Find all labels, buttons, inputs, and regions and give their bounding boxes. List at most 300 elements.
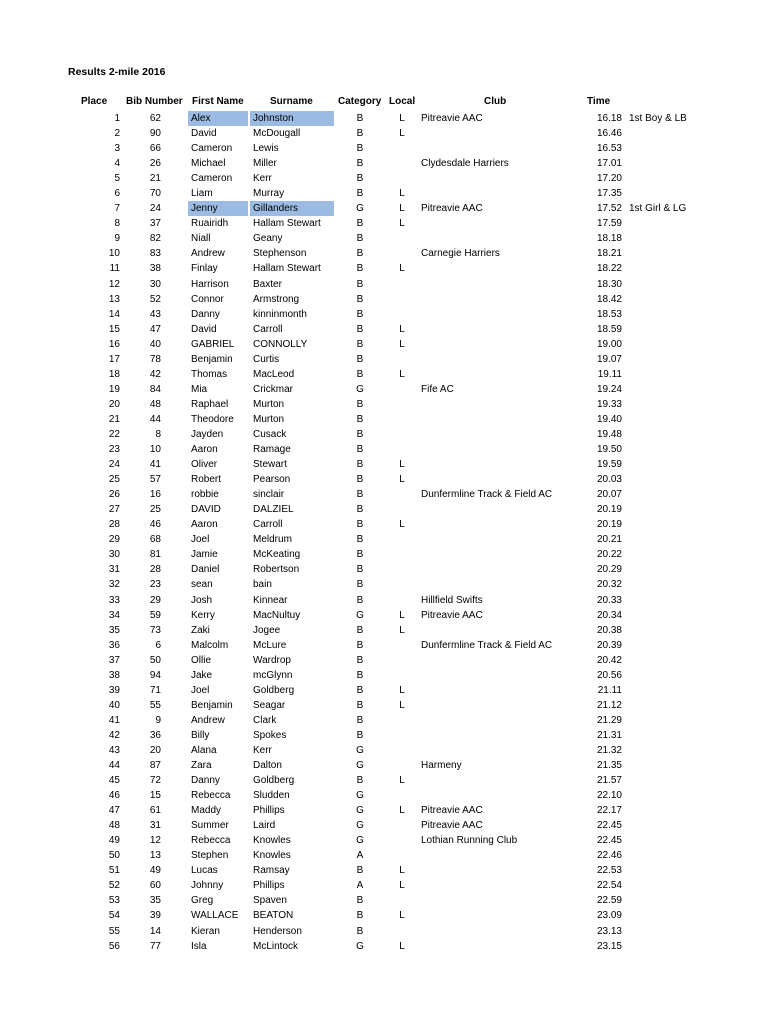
table-row — [0, 322, 768, 337]
place-cell: 41 — [108, 714, 120, 726]
table-row — [0, 773, 768, 788]
category-cell: G — [356, 383, 364, 395]
surname-cell: Robertson — [253, 564, 300, 576]
bib-number-cell: 70 — [149, 188, 161, 200]
surname-cell: Knowles — [253, 850, 291, 862]
header-category: Category — [338, 96, 382, 107]
category-cell: B — [356, 368, 364, 380]
category-cell: B — [356, 113, 364, 124]
surname-cell: Meldrum — [253, 534, 292, 546]
bib-number-cell: 61 — [149, 805, 161, 817]
table-row — [0, 668, 768, 683]
time-cell: 17.35 — [596, 188, 622, 200]
place-cell: 38 — [108, 669, 120, 681]
surname-cell: DALZIEL — [253, 504, 294, 516]
surname-cell: Curtis — [253, 353, 280, 365]
category-cell: A — [356, 850, 364, 862]
first-name-cell: Finlay — [191, 263, 218, 275]
bib-number-cell: 39 — [149, 910, 161, 922]
note-cell: 1st Boy & LB — [629, 113, 687, 124]
category-cell: B — [356, 233, 364, 245]
table-row — [0, 412, 768, 427]
bib-number-cell: 29 — [149, 594, 161, 606]
table-row — [0, 788, 768, 803]
place-cell: 14 — [108, 308, 120, 320]
table-row — [0, 277, 768, 292]
place-cell: 12 — [108, 278, 120, 290]
bib-number-cell: 46 — [149, 519, 161, 531]
place-cell: 24 — [108, 459, 120, 471]
category-cell: B — [356, 699, 364, 711]
first-name-cell: Maddy — [191, 805, 222, 817]
surname-cell: Seagar — [253, 699, 286, 711]
bib-number-cell: 36 — [149, 729, 161, 741]
category-cell: B — [356, 895, 364, 907]
local-cell: L — [399, 880, 405, 892]
bib-number-cell: 72 — [149, 775, 161, 787]
table-row — [0, 848, 768, 863]
bib-number-cell: 20 — [149, 744, 161, 756]
category-cell: B — [356, 278, 364, 290]
club-cell: Fife AC — [421, 383, 454, 395]
bib-number-cell: 77 — [149, 940, 161, 952]
table-row — [0, 186, 768, 201]
category-cell: B — [356, 534, 364, 546]
local-cell: L — [399, 474, 405, 486]
surname-cell: McDougall — [253, 128, 301, 140]
place-cell: 33 — [108, 594, 120, 606]
bib-number-cell: 60 — [149, 880, 161, 892]
bib-number-cell: 28 — [149, 564, 161, 576]
surname-cell: Carroll — [253, 519, 283, 531]
header-surname: Surname — [270, 96, 313, 107]
time-cell: 19.59 — [596, 459, 622, 471]
first-name-cell: Andrew — [191, 248, 225, 260]
surname-cell: Carroll — [253, 323, 283, 335]
local-cell: L — [399, 805, 405, 817]
time-cell: 22.45 — [596, 820, 622, 832]
surname-cell: McLintock — [253, 940, 299, 952]
bib-number-cell: 66 — [149, 143, 161, 155]
place-cell: 51 — [108, 865, 120, 877]
club-cell: Clydesdale Harriers — [421, 158, 509, 170]
category-cell: B — [356, 158, 364, 170]
surname-cell: Cusack — [253, 428, 287, 440]
time-cell: 21.11 — [597, 684, 622, 696]
place-cell: 26 — [108, 489, 120, 501]
place-cell: 20 — [108, 398, 120, 410]
surname-cell: Miller — [253, 158, 277, 170]
table-row — [0, 878, 768, 893]
category-cell: G — [356, 744, 364, 756]
table-row — [0, 352, 768, 367]
bib-number-cell: 94 — [149, 669, 161, 681]
category-cell: B — [356, 549, 364, 561]
table-row — [0, 307, 768, 322]
first-name-cell: Billy — [191, 729, 210, 741]
place-cell: 43 — [108, 744, 120, 756]
category-cell: B — [356, 308, 364, 320]
place-cell: 2 — [114, 128, 120, 140]
bib-number-cell: 47 — [149, 323, 161, 335]
table-row — [0, 231, 768, 246]
surname-cell: Sludden — [253, 790, 290, 802]
category-cell: B — [356, 594, 364, 606]
first-name-cell: Mia — [191, 383, 208, 395]
time-cell: 20.07 — [596, 489, 622, 501]
bib-number-cell: 16 — [149, 489, 161, 501]
table-row — [0, 653, 768, 668]
category-cell: B — [356, 579, 364, 591]
club-cell: Pitreavie AAC — [421, 609, 483, 621]
time-cell: 22.46 — [596, 850, 622, 862]
table-row — [0, 562, 768, 577]
first-name-cell: Harrison — [191, 278, 229, 290]
surname-cell: Geany — [253, 233, 283, 245]
local-cell: L — [399, 323, 405, 335]
local-cell: L — [399, 203, 405, 215]
category-cell: B — [356, 489, 364, 501]
first-name-cell: Johnny — [191, 880, 224, 892]
bib-number-cell: 42 — [149, 368, 161, 380]
club-cell: Dunfermline Track & Field AC — [421, 639, 553, 651]
bib-number-cell: 48 — [149, 398, 161, 410]
table-row — [0, 593, 768, 608]
category-cell: B — [356, 263, 364, 275]
table-row — [0, 547, 768, 562]
table-row — [0, 908, 768, 923]
surname-cell: BEATON — [253, 910, 294, 922]
place-cell: 48 — [108, 820, 120, 832]
time-cell: 19.33 — [596, 398, 622, 410]
first-name-cell: DAVID — [191, 504, 221, 516]
bib-number-cell: 55 — [149, 699, 161, 711]
header-place: Place — [81, 96, 108, 107]
table-row — [0, 608, 768, 623]
place-cell: 4 — [114, 158, 120, 170]
surname-cell: MacLeod — [253, 368, 295, 380]
table-row — [0, 818, 768, 833]
bib-number-cell: 82 — [149, 233, 161, 245]
surname-cell: bain — [253, 579, 272, 591]
header-club: Club — [484, 96, 507, 107]
table-row — [0, 728, 768, 743]
surname-cell: Laird — [253, 820, 276, 832]
time-cell: 20.32 — [596, 579, 622, 591]
time-cell: 20.33 — [596, 594, 622, 606]
table-row — [0, 683, 768, 698]
bib-number-cell: 44 — [149, 413, 161, 425]
surname-cell: Phillips — [253, 880, 285, 892]
category-cell: G — [356, 940, 364, 952]
time-cell: 20.19 — [596, 504, 622, 516]
category-cell: B — [356, 624, 364, 636]
table-row — [0, 893, 768, 908]
time-cell: 20.42 — [596, 654, 622, 666]
first-name-cell: Stephen — [191, 850, 229, 862]
surname-cell: Murton — [253, 398, 285, 410]
club-cell: Pitreavie AAC — [421, 820, 483, 832]
club-cell: Pitreavie AAC — [421, 805, 483, 817]
category-cell: B — [356, 323, 364, 335]
surname-cell: Stewart — [253, 459, 287, 471]
place-cell: 44 — [108, 760, 120, 772]
category-cell: B — [356, 248, 364, 260]
place-cell: 16 — [108, 338, 120, 350]
surname-cell: Hallam Stewart — [253, 263, 321, 275]
surname-cell: Knowles — [253, 835, 291, 847]
bib-number-cell: 15 — [149, 790, 161, 802]
time-cell: 22.17 — [596, 805, 622, 817]
first-name-cell: David — [191, 323, 217, 335]
surname-cell: Ramsay — [253, 865, 290, 877]
table-row — [0, 713, 768, 728]
first-name-cell: sean — [191, 579, 213, 591]
bib-number-cell: 43 — [149, 308, 161, 320]
category-cell: B — [356, 218, 364, 230]
first-name-cell: Kerry — [191, 609, 215, 621]
category-cell: B — [356, 444, 364, 456]
category-cell: G — [356, 820, 364, 832]
first-name-cell: Aaron — [191, 444, 218, 456]
surname-cell: Spokes — [253, 729, 287, 741]
header-time: Time — [587, 96, 611, 107]
category-cell: B — [356, 338, 364, 350]
surname-cell: Spaven — [253, 895, 287, 907]
table-row — [0, 517, 768, 532]
surname-cell: Wardrop — [253, 654, 291, 666]
bib-number-cell: 6 — [155, 639, 161, 651]
place-cell: 18 — [108, 368, 120, 380]
table-row — [0, 502, 768, 517]
first-name-cell: Jake — [191, 669, 213, 681]
bib-number-cell: 26 — [149, 158, 161, 170]
bib-number-cell: 13 — [149, 850, 161, 862]
surname-cell: McKeating — [253, 549, 301, 561]
note-cell: 1st Girl & LG — [629, 203, 687, 215]
table-row — [0, 758, 768, 773]
category-cell: B — [356, 293, 364, 305]
table-row — [0, 457, 768, 472]
place-cell: 27 — [108, 504, 120, 516]
time-cell: 18.42 — [596, 293, 622, 305]
time-cell: 20.03 — [596, 474, 622, 486]
place-cell: 36 — [108, 639, 120, 651]
time-cell: 21.32 — [596, 744, 622, 756]
surname-cell: Hallam Stewart — [253, 218, 321, 230]
category-cell: B — [356, 564, 364, 576]
time-cell: 20.29 — [596, 564, 622, 576]
bib-number-cell: 49 — [149, 865, 161, 877]
local-cell: L — [399, 910, 405, 922]
time-cell: 20.34 — [596, 609, 622, 621]
surname-cell: Lewis — [253, 143, 279, 155]
first-name-cell: Alex — [188, 111, 248, 126]
place-cell: 25 — [108, 474, 120, 486]
table-row — [0, 442, 768, 457]
place-cell: 21 — [108, 413, 120, 425]
bib-number-cell: 24 — [149, 203, 161, 215]
first-name-cell: Benjamin — [191, 699, 233, 711]
table-row — [0, 111, 768, 126]
time-cell: 16.46 — [596, 128, 622, 140]
time-cell: 16.18 — [596, 113, 622, 124]
first-name-cell: Zaki — [191, 624, 210, 636]
table-row — [0, 638, 768, 653]
first-name-cell: Greg — [191, 895, 214, 907]
first-name-cell: Cameron — [191, 143, 233, 155]
place-cell: 40 — [108, 699, 120, 711]
table-row — [0, 427, 768, 442]
table-row — [0, 397, 768, 412]
first-name-cell: Michael — [191, 158, 226, 170]
place-cell: 13 — [108, 293, 120, 305]
surname-cell: Dalton — [253, 760, 282, 772]
table-row — [0, 472, 768, 487]
local-cell: L — [399, 699, 405, 711]
club-cell: Dunfermline Track & Field AC — [421, 489, 553, 501]
time-cell: 17.52 — [596, 203, 622, 215]
category-cell: B — [356, 910, 364, 922]
bib-number-cell: 35 — [149, 895, 161, 907]
results-table — [0, 111, 768, 954]
first-name-cell: Zara — [191, 760, 212, 772]
place-cell: 8 — [114, 218, 120, 230]
table-row — [0, 532, 768, 547]
first-name-cell: robbie — [191, 489, 219, 501]
first-name-cell: Thomas — [191, 368, 228, 380]
first-name-cell: Liam — [191, 188, 213, 200]
first-name-cell: David — [191, 128, 217, 140]
local-cell: L — [399, 368, 405, 380]
category-cell: G — [356, 609, 364, 621]
category-cell: B — [356, 669, 364, 681]
first-name-cell: Rebecca — [191, 790, 231, 802]
bib-number-cell: 71 — [149, 684, 161, 696]
club-cell: Pitreavie AAC — [421, 113, 483, 124]
surname-cell: Kinnear — [253, 594, 288, 606]
surname-cell: MacNultuy — [253, 609, 301, 621]
local-cell: L — [399, 624, 405, 636]
surname-cell: Phillips — [253, 805, 285, 817]
first-name-cell: GABRIEL — [191, 338, 235, 350]
time-cell: 19.50 — [596, 444, 622, 456]
category-cell: G — [356, 835, 364, 847]
first-name-cell: Joel — [191, 534, 210, 546]
first-name-cell: Summer — [191, 820, 229, 832]
bib-number-cell: 31 — [149, 820, 161, 832]
table-row — [0, 803, 768, 818]
first-name-cell: Cameron — [191, 173, 233, 185]
category-cell: B — [356, 353, 364, 365]
table-row — [0, 141, 768, 156]
first-name-cell: Rebecca — [191, 835, 231, 847]
table-row — [0, 939, 768, 954]
time-cell: 20.56 — [596, 669, 622, 681]
place-cell: 42 — [108, 729, 120, 741]
first-name-cell: Josh — [191, 594, 213, 606]
place-cell: 10 — [108, 248, 120, 260]
time-cell: 21.12 — [596, 699, 622, 711]
local-cell: L — [399, 775, 405, 787]
club-cell: Carnegie Harriers — [421, 248, 500, 260]
bib-number-cell: 68 — [149, 534, 161, 546]
category-cell: B — [356, 143, 364, 155]
place-cell: 22 — [108, 428, 120, 440]
place-cell: 30 — [108, 549, 120, 561]
category-cell: G — [356, 790, 364, 802]
surname-cell: Pearson — [253, 474, 291, 486]
category-cell: B — [356, 504, 364, 516]
bib-number-cell: 83 — [149, 248, 161, 260]
category-cell: B — [356, 925, 364, 937]
local-cell: L — [399, 188, 405, 200]
bib-number-cell: 37 — [149, 218, 161, 230]
bib-number-cell: 38 — [149, 263, 161, 275]
table-row — [0, 863, 768, 878]
club-cell: Hillfield Swifts — [421, 594, 483, 606]
place-cell: 46 — [108, 790, 120, 802]
bib-number-cell: 21 — [149, 173, 161, 185]
category-cell: G — [356, 203, 364, 215]
time-cell: 18.30 — [596, 278, 622, 290]
category-cell: B — [356, 459, 364, 471]
surname-cell: mcGlynn — [253, 669, 293, 681]
place-cell: 34 — [108, 609, 120, 621]
surname-cell: Kerr — [253, 744, 272, 756]
bib-number-cell: 87 — [149, 760, 161, 772]
category-cell: A — [356, 880, 364, 892]
place-cell: 23 — [108, 444, 120, 456]
place-cell: 50 — [108, 850, 120, 862]
local-cell: L — [399, 865, 405, 877]
time-cell: 19.40 — [596, 413, 622, 425]
table-row — [0, 623, 768, 638]
surname-cell: Crickmar — [253, 383, 293, 395]
time-cell: 18.18 — [596, 233, 622, 245]
time-cell: 17.20 — [596, 173, 622, 185]
bib-number-cell: 14 — [149, 925, 161, 937]
time-cell: 17.01 — [596, 158, 622, 170]
first-name-cell: Connor — [191, 293, 224, 305]
time-cell: 21.29 — [596, 714, 622, 726]
place-cell: 3 — [114, 143, 120, 155]
surname-cell: Gillanders — [250, 201, 334, 216]
bib-number-cell: 30 — [149, 278, 161, 290]
time-cell: 21.35 — [596, 760, 622, 772]
first-name-cell: Robert — [191, 474, 222, 486]
surname-cell: Armstrong — [253, 293, 300, 305]
table-row — [0, 171, 768, 186]
place-cell: 55 — [108, 925, 120, 937]
bib-number-cell: 84 — [149, 383, 161, 395]
first-name-cell: Jamie — [191, 549, 218, 561]
category-cell: B — [356, 398, 364, 410]
time-cell: 18.22 — [596, 263, 622, 275]
surname-cell: Baxter — [253, 278, 282, 290]
first-name-cell: Jayden — [191, 428, 224, 440]
place-cell: 39 — [108, 684, 120, 696]
category-cell: B — [356, 428, 364, 440]
table-row — [0, 201, 768, 216]
time-cell: 20.19 — [596, 519, 622, 531]
bib-number-cell: 23 — [149, 579, 161, 591]
place-cell: 17 — [108, 353, 120, 365]
time-cell: 22.59 — [596, 895, 622, 907]
first-name-cell: Andrew — [191, 714, 225, 726]
category-cell: B — [356, 775, 364, 787]
table-row — [0, 246, 768, 261]
